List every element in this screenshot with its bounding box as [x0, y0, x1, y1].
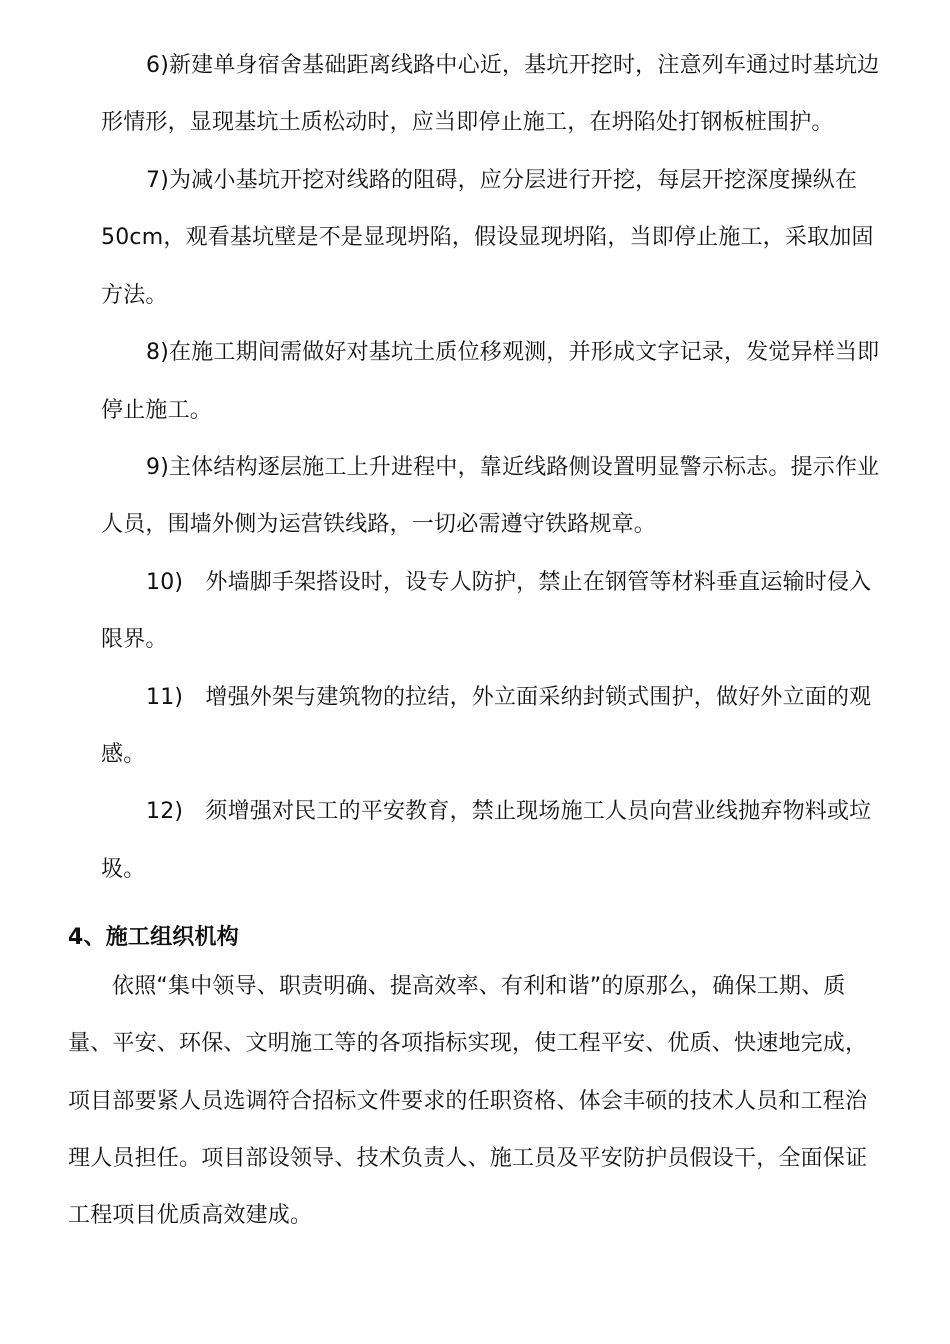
section-paragraph-line-1: 依照“集中领导、职责明确、提高效率、有利和谐”的原那么，确保工期、质	[112, 974, 846, 999]
item-12-line-2: 圾。	[101, 857, 146, 882]
item-10-line-2: 限界。	[101, 627, 168, 652]
section-paragraph-line-3: 项目部要紧人员选调符合招标文件要求的任职资格、体会丰硕的技术人员和工程治	[68, 1089, 868, 1114]
item-9-line-2: 人员，围墙外侧为运营铁线路，一切必需遵守铁路规章。	[101, 512, 657, 537]
item-12-line-1: 12) 须增强对民工的平安教育，禁止现场施工人员向营业线抛弃物料或垃	[146, 799, 872, 824]
section-heading: 4、施工组织机构	[68, 925, 239, 950]
item-7-line-3: 方法。	[101, 283, 168, 308]
item-7-line-1: 7)为减小基坑开挖对线路的阻碍，应分层进行开挖，每层开挖深度操纵在	[146, 168, 858, 193]
section-paragraph-line-4: 理人员担任。项目部设领导、技术负责人、施工员及平安防护员假设干，全面保证	[68, 1146, 868, 1171]
item-6-line-1: 6)新建单身宿舍基础距离线路中心近，基坑开挖时，注意列车通过时基坑边	[146, 53, 880, 78]
item-8-line-1: 8)在施工期间需做好对基坑土质位移观测，并形成文字记录，发觉异样当即	[146, 340, 880, 365]
item-6-line-2: 形情形，显现基坑土质松动时，应当即停止施工，在坍陷处打钢板桩围护。	[101, 110, 834, 135]
item-7-line-2: 50cm，观看基坑壁是不是显现坍陷，假设显现坍陷，当即停止施工，采取加固	[101, 225, 874, 250]
section-paragraph-line-5: 工程项目优质高效建成。	[68, 1203, 313, 1228]
item-9-line-1: 9)主体结构逐层施工上升进程中，靠近线路侧设置明显警示标志。提示作业	[146, 455, 880, 480]
item-11-line-1: 11) 增强外架与建筑物的拉结，外立面采纳封锁式围护，做好外立面的观	[146, 685, 872, 710]
item-11-line-2: 感。	[101, 742, 146, 767]
item-10-line-1: 10) 外墙脚手架搭设时，设专人防护，禁止在钢管等材料垂直运输时侵入	[146, 570, 872, 595]
section-paragraph-line-2: 量、平安、环保、文明施工等的各项指标实现，使工程平安、优质、快速地完成，	[68, 1031, 868, 1056]
item-8-line-2: 停止施工。	[101, 398, 213, 423]
